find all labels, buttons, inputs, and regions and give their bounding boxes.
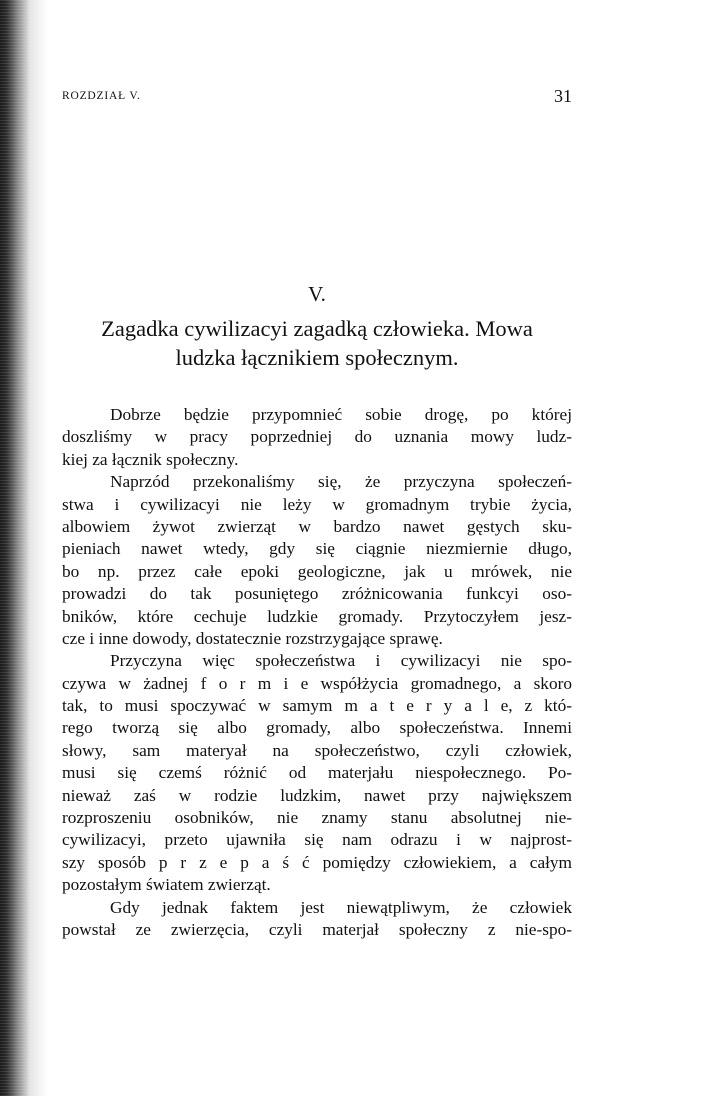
text-line: pieniach nawet wtedy, gdy się ciągnie niezmiernie długo, <box>62 539 572 559</box>
chapter-label: ROZDZIAŁ V. <box>62 90 141 102</box>
text-line: cze i inne dowody, dostatecznie rozstrzygające sprawę. <box>62 628 443 648</box>
text-line: bników, które cechuje ludzkie gromady. Przytoczyłem jesz‐ <box>62 606 572 626</box>
text-line: rozproszeniu osobników, nie znamy stanu absolutnej nie‐ <box>62 808 572 828</box>
text-line: Dobrze będzie przypomnieć sobie drogę, po której <box>110 405 572 424</box>
running-head <box>62 86 572 110</box>
text-line: stwa i cywilizacyi nie leży w gromadnym trybie życia, <box>62 494 572 514</box>
text-line: cywilizacyi, przeto ujawniła się nam odrazu i w najprost‐ <box>62 830 572 850</box>
text-line: powstał ze zwierzęcia, czyli materjał społeczny z nie‐spo‐ <box>62 919 572 939</box>
text-line: kiej za łącznik społeczny. <box>62 449 239 469</box>
text-line: Przyczyna więc społeczeństwa i cywilizacyi nie spo‐ <box>110 651 572 671</box>
text-line: musi się czemś różnić od materjału niespołecznego. Po‐ <box>62 763 572 783</box>
text-line: nieważ zaś w rodzie ludzkim, nawet przy największem <box>62 785 572 805</box>
binding-shadow <box>30 0 48 1096</box>
text-line: Gdy jednak faktem jest niewątpliwym, że człowiek <box>110 897 572 917</box>
text-line: prowadzi do tak posuniętego zróżnicowania funkcyi oso‐ <box>62 584 572 604</box>
text-line: rego tworzą się albo gromady, albo społeczeństwa. Innemi <box>62 718 572 738</box>
text-line: pozostałym światem zwierząt. <box>62 875 271 895</box>
text-line: albowiem żywot zwierząt w bardzo nawet gęstych sku‐ <box>62 516 572 536</box>
text-line: doszliśmy w pracy poprzedniej do uznania mowy ludz‐ <box>62 427 572 447</box>
body-text <box>62 404 572 941</box>
text-line: słowy, sam materyał na społeczeństwo, czyli człowiek, <box>62 740 572 760</box>
text-line: bo np. przez całe epoki geologiczne, jak u mrówek, nie <box>62 561 572 581</box>
book-binding-edge <box>0 0 30 1096</box>
chapter-number: V. <box>308 282 326 306</box>
text-line: szy sposób p r z e p a ś ć pomiędzy człowiekiem, a całym <box>62 852 572 872</box>
chapter-title-line: ludzka łącznikiem społecznym. <box>175 345 459 370</box>
chapter-title-line: Zagadka cywilizacyi zagadką człowieka. Mowa <box>101 316 533 341</box>
text-line: czywa w żadnej f o r m i e współżycia gromadnego, a skoro <box>62 673 572 693</box>
page-number: 31 <box>554 86 572 106</box>
text-line: tak, to musi spoczywać w samym m a t e r y a l e, z któ‐ <box>62 696 572 716</box>
text-line: Naprzód przekonaliśmy się, że przyczyna społeczeń‐ <box>110 472 572 492</box>
chapter-title <box>62 314 572 372</box>
